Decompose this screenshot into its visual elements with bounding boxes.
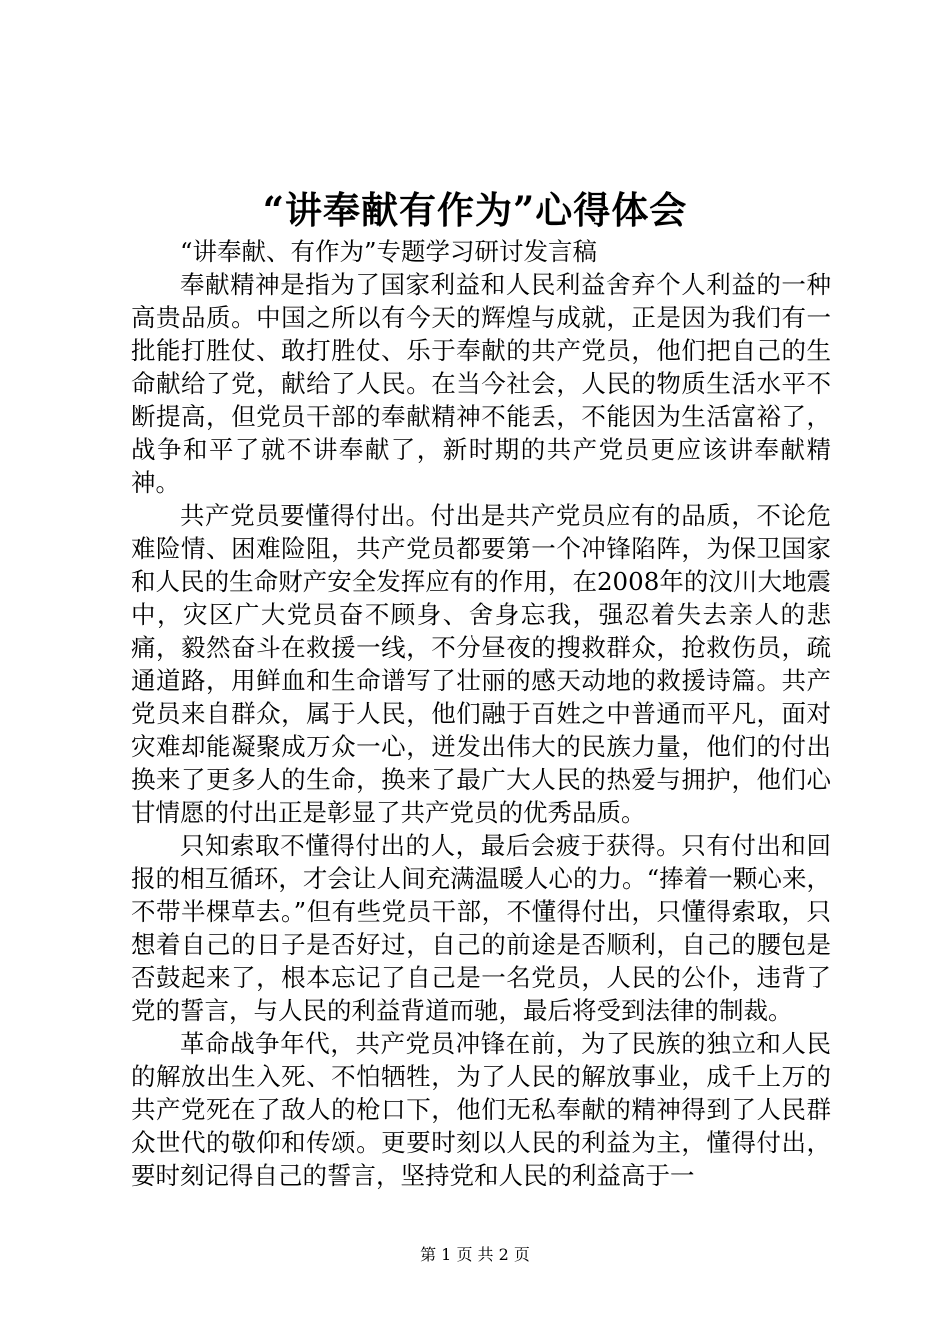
document-title: “讲奉献有作为”心得体会: [262, 188, 688, 232]
paragraph: 革命战争年代，共产党员冲锋在前，为了民族的独立和人民的解放出生入死、不怕牺牲，为了人民的解放事业，成千上万的共产党死在了敌人的枪口下，他们无私奉献的精神得到了人民群众世代的敬仰和传颂。更要时刻以人民的利益为主，懂得付出，要时刻记得自己的誓言，坚持党和人民的利益高于一: [131, 1029, 831, 1190]
paragraph: 只知索取不懂得付出的人，最后会疲于获得。只有付出和回报的相互循环，才会让人间充满温暖人心的力。“捧着一颗心来，不带半棵草去。”但有些党员干部，不懂得付出，只懂得索取，只想着自己的日子是否好过，自己的前途是否顺利，自己的腰包是否鼓起来了，根本忘记了自己是一名党员，人民的公仆，违背了党的誓言，与人民的利益背道而驰，最后将受到法律的制裁。: [131, 831, 831, 1025]
paragraph: 奉献精神是指为了国家利益和人民利益舍弃个人利益的一种高贵品质。中国之所以有今天的辉煌与成就，正是因为我们有一批能打胜仗、敢打胜仗、乐于奉献的共产党员，他们把自己的生命献给了党，献给了人民。在当今社会，人民的物质生活水平不断提高，但党员干部的奉献精神不能丢，不能因为生活富裕了，战争和平了就不讲奉献了，新时期的共产党员更应该讲奉献精神。: [131, 270, 831, 497]
document-body: [131, 235, 831, 1192]
document-subtitle: “讲奉献、有作为”专题学习研讨发言稿: [180, 237, 598, 266]
paragraph: 共产党员要懂得付出。付出是共产党员应有的品质，不论危难险情、困难险阻，共产党员都要第一个冲锋陷阵，为保卫国家和人民的生命财产安全发挥应有的作用，在2008年的汶川大地震中，灾区广大党员奋不顾身、舍身忘我，强忍着失去亲人的悲痛，毅然奋斗在救援一线，不分昼夜的搜救群众，抢救伤员，疏通道路，用鲜血和生命谱写了壮丽的感天动地的救援诗篇。共产党员来自群众，属于人民，他们融于百姓之中普通而平凡，面对灾难却能凝聚成万众一心，迸发出伟大的民族力量，他们的付出换来了更多人的生命，换来了最广大人民的热爱与拥护，他们心甘情愿的付出正是彰显了共产党员的优秀品质。: [131, 501, 831, 827]
page-footer: 第 1 页 共 2 页: [420, 1245, 530, 1264]
